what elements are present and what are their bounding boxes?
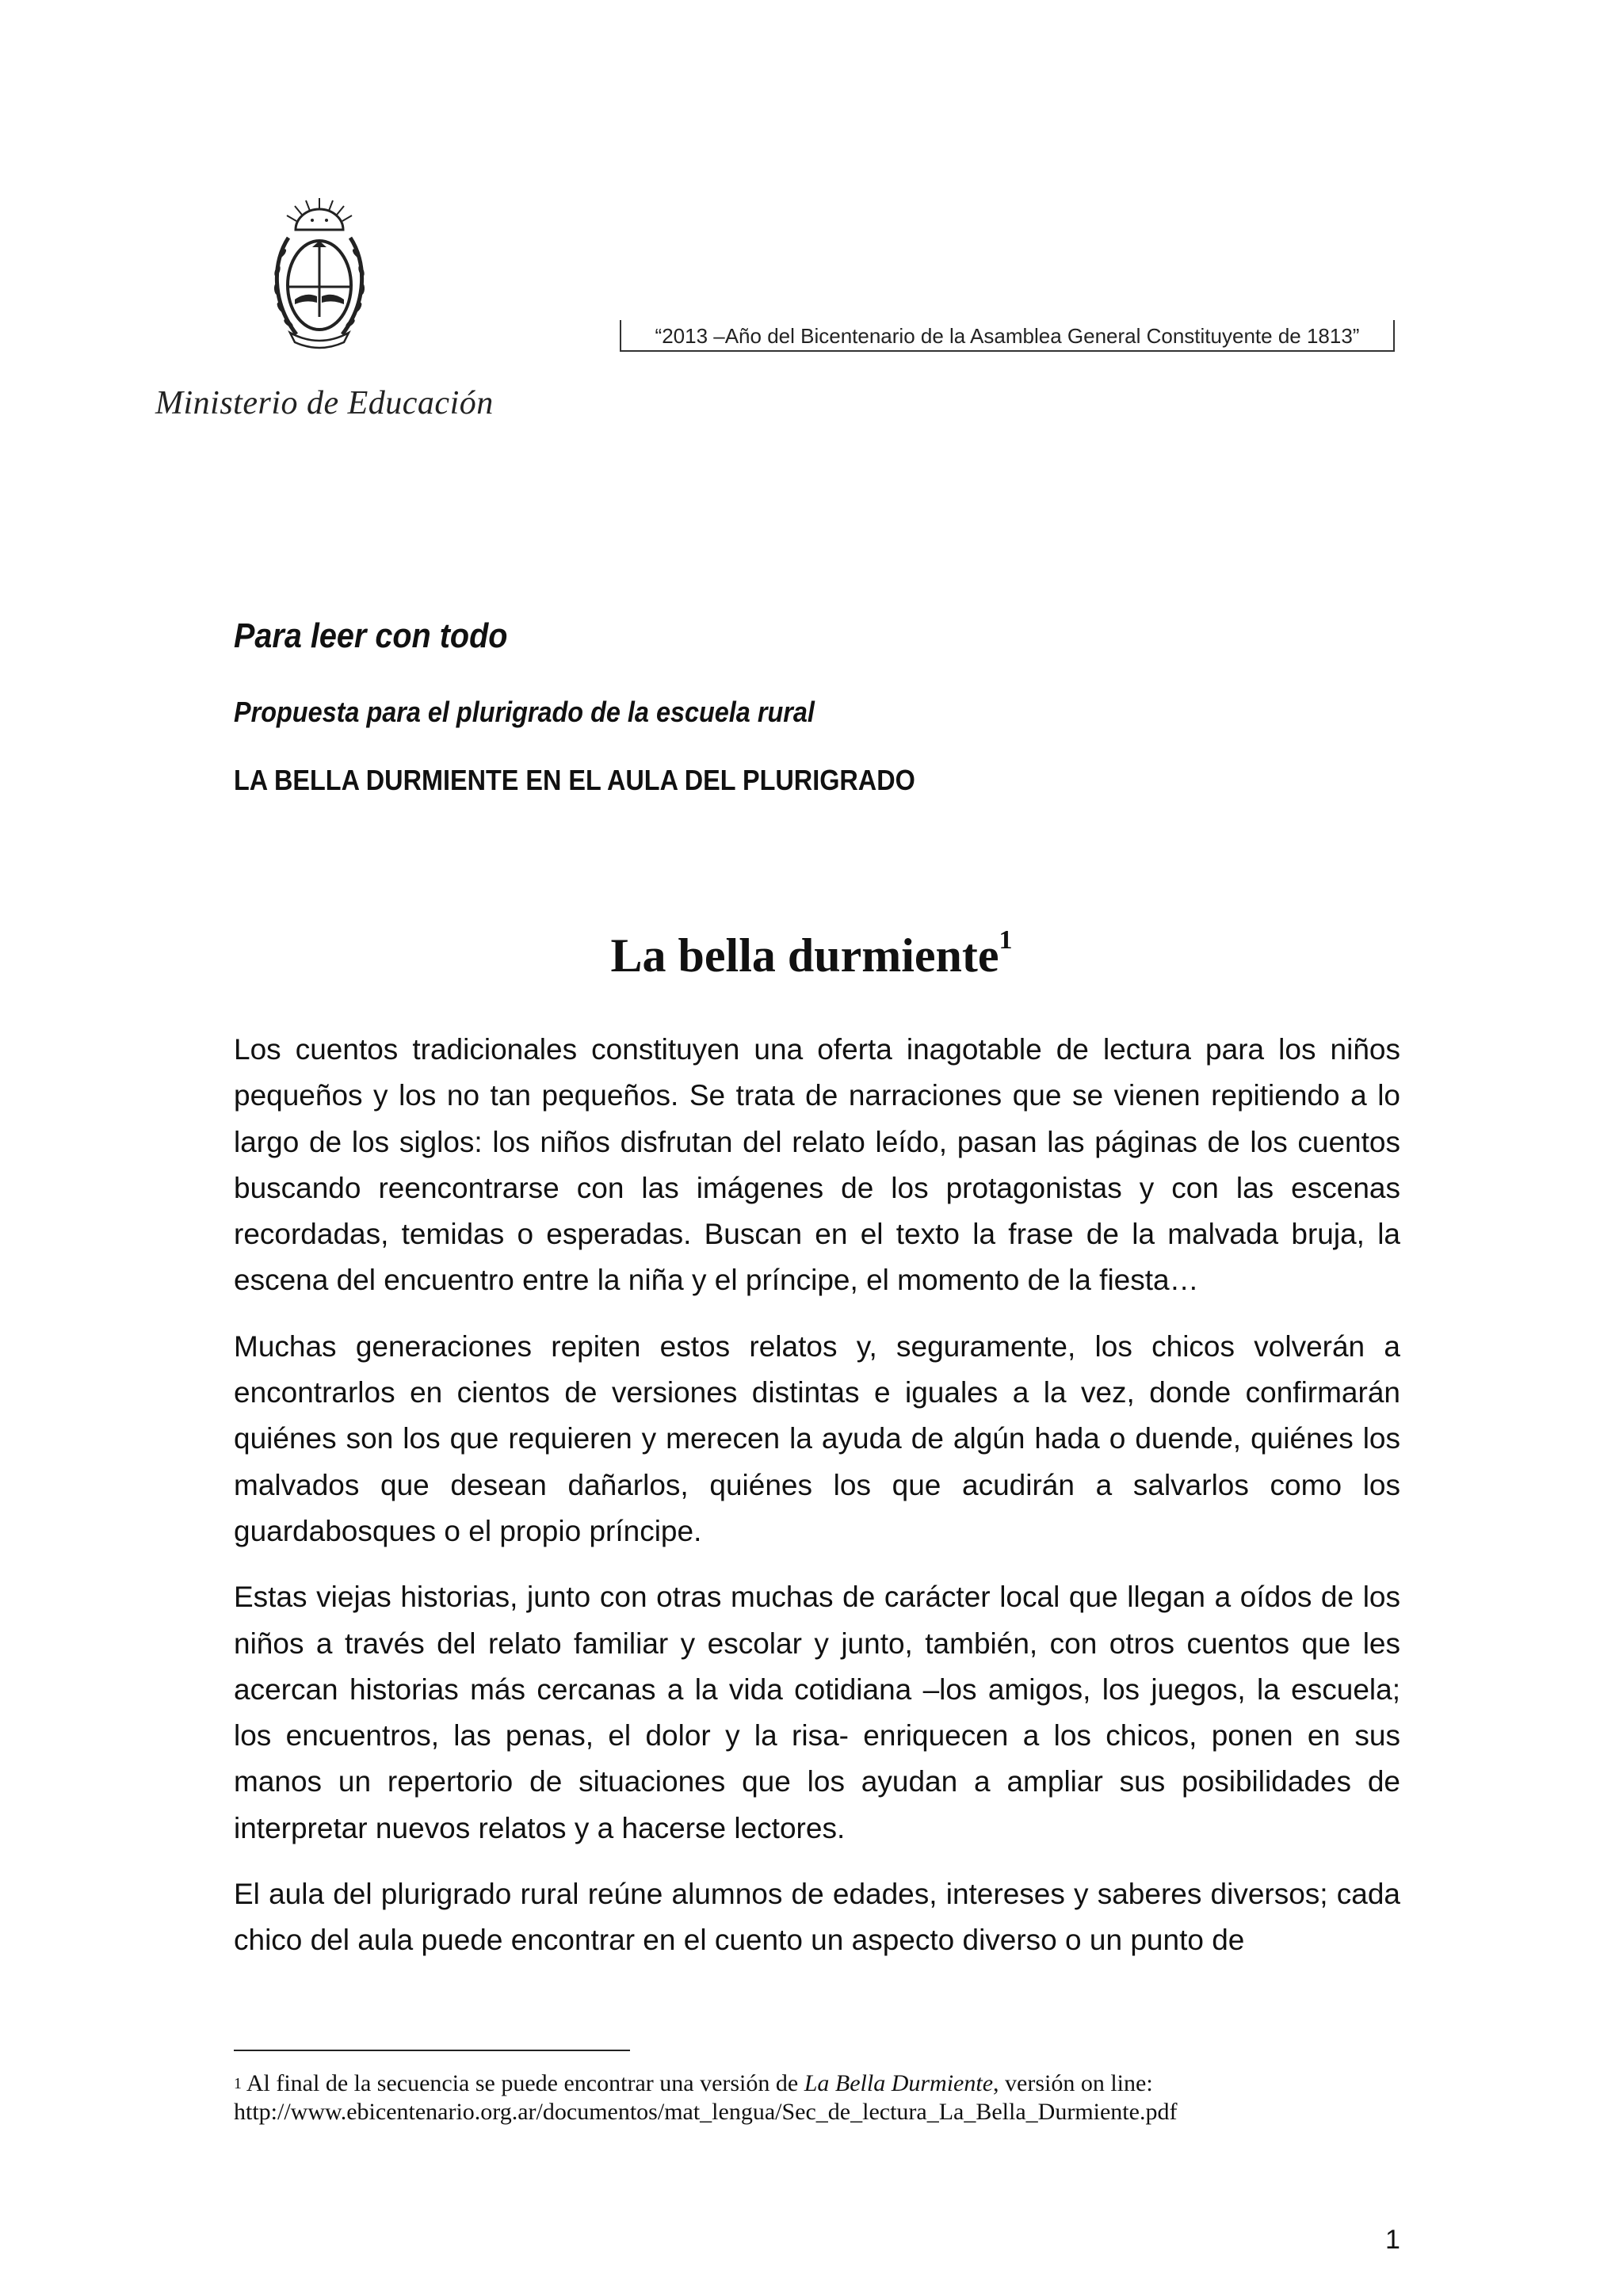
paragraph-2: Muchas generaciones repiten estos relatos y, seguramente, los chicos volverán a encontrarlos en cientos de versiones distintas e iguales a la vez, donde confirmarán quiénes son los que requieren y merecen la ayuda de algún hada o duende, quiénes los malvados que desean dañarlos, quiénes los que acudirán a salvarlos como los guardabosques o el propio príncipe. <box>234 1329 1400 1547</box>
footnote-marker: 1 <box>234 2075 242 2092</box>
footnote-divider <box>234 2050 630 2051</box>
year-motto-banner: “2013 –Año del Bicentenario de la Asamblea General Constituyente de 1813” <box>620 320 1395 352</box>
document-title-text: La bella durmiente <box>610 929 999 982</box>
page-number: 1 <box>1385 2225 1400 2255</box>
document-title <box>0 925 1623 983</box>
classroom-heading: LA BELLA DURMIENTE EN EL AULA DEL PLURIGRADO <box>234 764 915 796</box>
footnote <box>234 2069 1423 2126</box>
ministry-name: Ministerio de Educación <box>155 385 494 421</box>
title-footnote-marker[interactable]: 1 <box>999 925 1013 955</box>
body-text <box>234 1027 1400 1984</box>
footnote-book-title: La Bella Durmiente <box>804 2070 994 2096</box>
paragraph-4: El aula del plurigrado rural reúne alumnos de edades, intereses y saberes diversos; cada chico del aula puede encontrar en el cuento un aspecto diverso o un punto de <box>234 1878 1400 1957</box>
footnote-url-link[interactable]: http://www.ebicentenario.org.ar/documentos/mat_lengua/Sec_de_lectura_La_Bella_Durmiente.pdf <box>234 2099 1178 2125</box>
footnote-text-after: , versión on line: <box>993 2070 1153 2096</box>
paragraph-1: Los cuentos tradicionales constituyen una oferta inagotable de lectura para los niños pequeños y los no tan pequeños. Se trata de narraciones que se vienen repitiendo a lo largo de los siglos: los niños disfrutan del relato leído, pasan las páginas de los cuentos buscando reencontrarse con las imágenes de los protagonistas y con las escenas recordadas, temidas o esperadas. Buscan en el texto la frase de la malvada bruja, la escena del encuentro entre la niña y el príncipe, el momento de la fiesta… <box>234 1033 1400 1297</box>
footnote-text-before: Al final de la secuencia se puede encontrar una versión de <box>242 2070 804 2096</box>
paragraph-3: Estas viejas historias, junto con otras muchas de carácter local que llegan a oídos de los niños a través del relato familiar y escolar y junto, también, con otros cuentos que les acercan historias más cercanas a la vida cotidiana –los amigos, los juegos, la escuela; los encuentros, las penas, el dolor y la risa- enriquecen a los chicos, ponen en sus manos un repertorio de situaciones que los ayudan a ampliar sus posibilidades de interpretar nuevos relatos y a hacerse lectores. <box>234 1581 1400 1844</box>
series-heading: Para leer con todo <box>234 616 508 655</box>
argentina-coat-of-arms-icon <box>266 198 373 353</box>
proposal-heading: Propuesta para el plurigrado de la escuela rural <box>234 696 815 728</box>
